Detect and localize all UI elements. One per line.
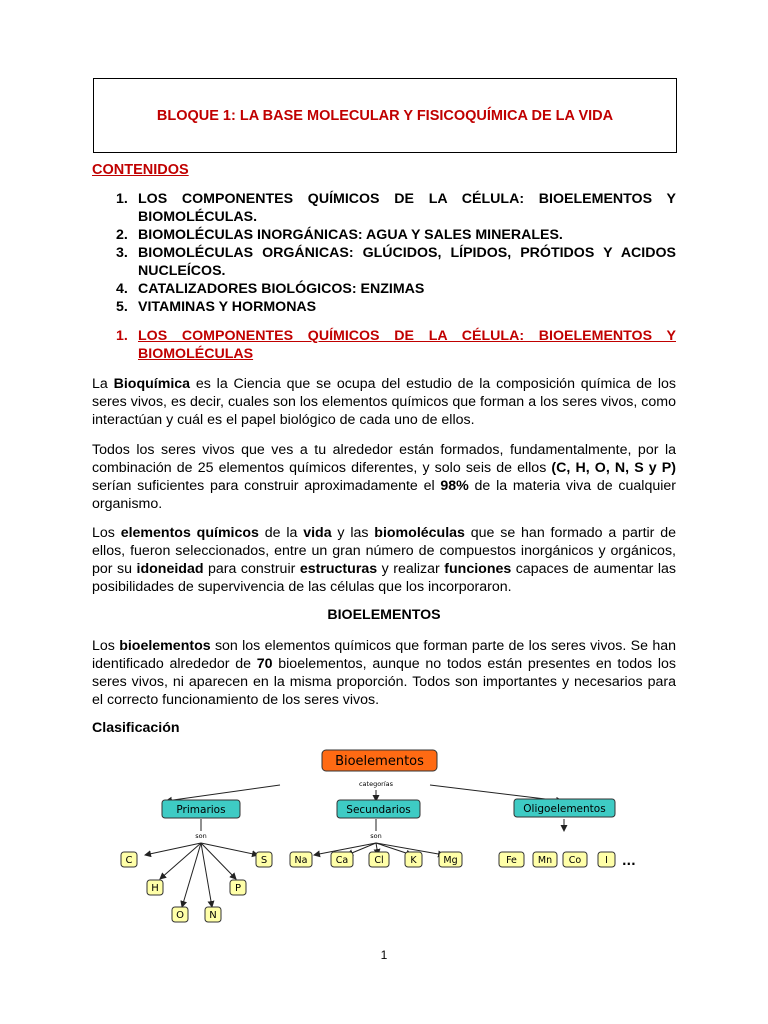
leaf-h: [147, 880, 163, 895]
leaf-ca: [331, 852, 353, 867]
leaf-i: [598, 852, 615, 867]
paragraph-bioelementos: Los bioelementos son los elementos químicos que forman parte de los seres vivos. Se han identificado alrededor de 70 bioelementos, aunque no todos están presentes en todos los seres vivos, ni aparecen en la misma proporción. Todos son importantes y necesarios para el correcto funcionamiento de los seres vivos.: [92, 638, 676, 708]
svg-text:Fe: Fe: [506, 855, 517, 866]
paragraph-seres-vivos: Todos los seres vivos que ves a tu alrededor están formados, fundamentalmente, por la combinación de 25 elementos químicos diferentes, y solo seis de ellos (C, H, O, N, S y P) serían suficientes para construir aproximadamente el 98% de la materia viva de cualquier organismo.: [92, 442, 676, 512]
svg-text:K: K: [410, 855, 417, 866]
edge-label-son-secundarios: son: [370, 832, 382, 840]
svg-text:H: H: [151, 883, 159, 894]
svg-text:Mn: Mn: [537, 855, 553, 866]
bioelementos-diagram: [100, 745, 660, 930]
contents-item: 4. CATALIZADORES BIOLÓGICOS: ENZIMAS: [116, 281, 425, 297]
svg-text:P: P: [234, 883, 242, 894]
svg-text:O: O: [176, 910, 184, 921]
leaf-mn: [533, 852, 557, 867]
svg-text:I: I: [605, 855, 608, 866]
contents-item: 1. LOS COMPONENTES QUÍMICOS DE LA CÉLULA: BIOELEMENTOS Y BIOMOLÉCULAS.: [116, 191, 676, 225]
contents-heading: CONTENIDOS: [92, 162, 189, 178]
leaf-o: [172, 907, 188, 922]
contents-item: 5. VITAMINAS Y HORMONAS: [116, 299, 317, 315]
node-bioelementos-label: Bioelementos: [335, 754, 424, 769]
svg-text:Mg: Mg: [443, 855, 458, 866]
node-oligoelementos-label: Oligoelementos: [523, 803, 606, 815]
bioelementos-heading: BIOELEMENTOS: [327, 607, 441, 623]
svg-text:Cl: Cl: [374, 855, 384, 866]
leaf-mg: [439, 852, 462, 867]
node-primarios: [162, 800, 240, 818]
svg-text:C: C: [125, 855, 133, 866]
leaf-c: [121, 852, 137, 867]
clasificacion-heading: Clasificación: [92, 720, 180, 736]
section-1-heading: 1. LOS COMPONENTES QUÍMICOS DE LA CÉLULA: BIOELEMENTOS Y BIOMOLÉCULAS: [116, 328, 676, 362]
leaf-n: [205, 907, 221, 922]
leaf-p: [230, 880, 246, 895]
leaf-cl: [369, 852, 389, 867]
svg-text:Co: Co: [568, 855, 582, 866]
node-oligoelementos: [514, 799, 615, 817]
node-secundarios-label: Secundarios: [346, 804, 411, 816]
svg-text:Ca: Ca: [335, 855, 349, 866]
node-bioelementos: [322, 750, 437, 771]
contents-list: [92, 190, 676, 316]
document-title: BLOQUE 1: LA BASE MOLECULAR Y FISICOQUÍMICA DE LA VIDA: [156, 107, 614, 124]
paragraph-bioquimica: La Bioquímica es la Ciencia que se ocupa del estudio de la composición química de los seres vivos, es decir, cuales son los elementos químicos que forman a los seres vivos, como interactúan y cuál es el papel biológico de cada uno de ellos.: [92, 376, 676, 428]
paragraph-elementos-quimicos: Los elementos químicos de la vida y las biomoléculas que se han formado a partir de ellos, fueron seleccionados, entre un gran número de compuestos inorgánicos y orgánicos, por su idoneidad para construir estructuras y realizar funciones capaces de aumentar las posibilidades de supervivencia de las células que los incorporaron.: [92, 525, 677, 595]
leaf-k: [405, 852, 422, 867]
title-box: [93, 78, 677, 153]
edge-label-categorias: categorías: [358, 780, 394, 788]
contents-item: 2. BIOMOLÉCULAS INORGÁNICAS: AGUA Y SALES MINERALES.: [116, 227, 563, 243]
leaf-na: [290, 852, 312, 867]
svg-text:Na: Na: [294, 855, 308, 866]
leaf-fe: [499, 852, 524, 867]
leaf-s: [256, 852, 272, 867]
oligo-ellipsis: ...: [622, 854, 636, 868]
node-secundarios: [337, 800, 420, 818]
contents-item: 3. BIOMOLÉCULAS ORGÁNICAS: GLÚCIDOS, LÍPIDOS, PRÓTIDOS Y ACIDOS NUCLEÍCOS.: [116, 245, 676, 279]
edge-label-son-primarios: son: [195, 832, 207, 840]
section-1-title-line2: BIOMOLÉCULAS: [138, 346, 254, 362]
node-primarios-label: Primarios: [176, 804, 226, 816]
section-1-title-line1: LOS COMPONENTES QUÍMICOS DE LA CÉLULA: BIOELEMENTOS Y: [138, 328, 676, 344]
svg-text:S: S: [260, 855, 268, 866]
page-number: 1: [380, 948, 388, 962]
leaf-co: [563, 852, 587, 867]
svg-text:N: N: [209, 910, 217, 921]
